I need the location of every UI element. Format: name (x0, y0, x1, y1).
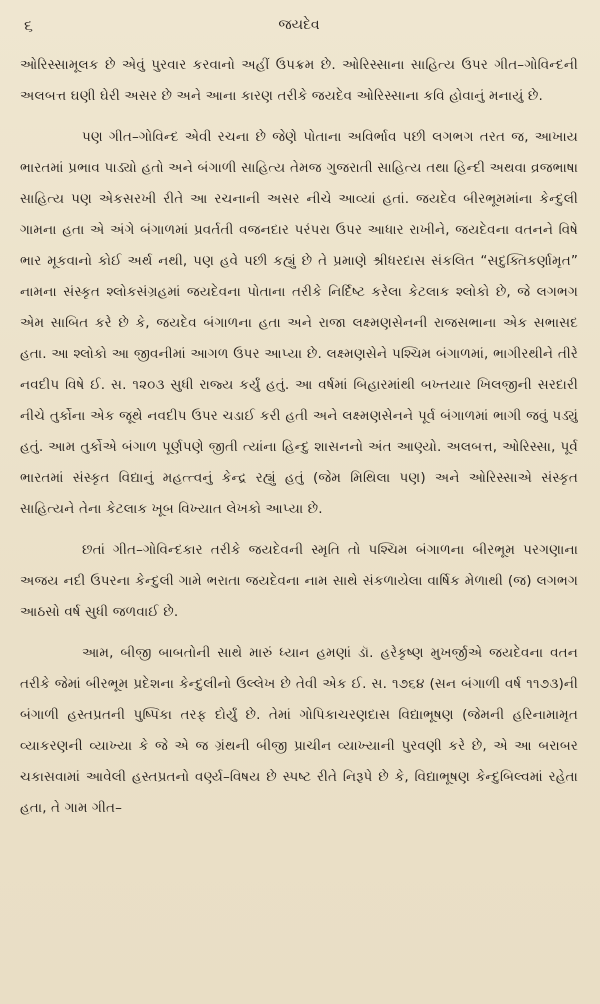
running-head (20, 14, 578, 44)
paragraph-3: છતાં ગીત–ગોવિન્દકાર તરીકે જયદેવની સ્મૃતિ તો પશ્ચિમ બંગાળના બીરભૂમ પરગણાના અજય નદી ઉપરના કેન્દુલી ગામે ભરાતા જયદેવના નામ સાથે સંકળાયેલા વાર્ષિક મેળાથી (જ) લગભગ આઠસો વર્ષ સુધી જળવાઈ છે. (20, 542, 578, 620)
running-title: જયદેવ (278, 17, 320, 33)
body-text (20, 50, 578, 824)
page-number: ૬ (24, 16, 33, 35)
paragraph-2: પણ ગીત–ગોવિન્દ એવી રચના છે જેણે પોતાના અવિર્ભાવ પછી લગભગ તરત જ, આખાય ભારતમાં પ્રભાવ પાડ્યો હતો અને બંગાળી સાહિત્ય તેમજ ગુજરાતી સાહિત્ય તથા હિન્દી અથવા વ્રજભાષા સાહિત્ય પણ એકસરખી રીતે આ રચનાની અસર નીચે આવ્યાં હતાં. જયદેવ બીરભૂમમાંના કેન્દુલી ગામના હતા એ અંગે બંગાળમાં પ્રવર્તતી વજનદાર પરંપરા ઉપર આધાર રાખીને, જયદેવના વતનને વિષે ભાર મૂકવાનો કોઈ અર્થ નથી, પણ હવે પછી કહ્યું છે તે પ્રમાણે શ્રીધરદાસ સંકલિત “સદુક્તિકર્ણામૃત” નામના સંસ્કૃત શ્લોકસંગ્રહમાં જયદેવના પોતાના તરીકે નિર્દિષ્ટ કરેલા કેટલાક શ્લોકો છે, જે લગભગ એમ સાબિત કરે છે કે, જયદેવ બંગાળના હતા અને રાજા લક્ષ્મણસેનની રાજસભાના એક સભાસદ હતા. આ શ્લોકો આ જીવનીમાં આગળ ઉપર આપ્યા છે. લક્ષ્મણસેને પશ્ચિમ બંગાળમાં, ભાગીરથીને તીરે નવદીપ વિષે ઈ. સ. ૧૨૦૩ સુધી રાજ્ય કર્યું હતું. આ વર્ષમાં બિહારમાંથી બખ્તયાર ખિલજીની સરદારી નીચે તુર્કોના એક જૂથે નવદીપ ઉપર ચડાઈ કરી હતી અને લક્ષ્મણસેનને પૂર્વ બંગાળમાં ભાગી જવું પડ્યું હતું. આમ તુર્કોએ બંગાળ પૂર્ણપણે જીતી ત્યાંના હિન્દુ શાસનનો અંત આણ્યો. અલબત્ત, ઓરિસ્સા, પૂર્વ ભારતમાં સંસ્કૃત વિદ્યાનું મહત્ત્વનું કેન્દ્ર રહ્યું હતું (જેમ મિથિલા પણ) અને ઓરિસ્સાએ સંસ્કૃત સાહિત્યને તેના કેટલાક ખૂબ વિખ્યાત લેખકો આપ્યા છે. (20, 129, 578, 517)
paragraph-4: આમ, બીજી બાબતોની સાથે મારું ધ્યાન હમણાં ડૉ. હરેકૃષ્ણ મુખર્જીએ જયદેવના વતન તરીકે જેમાં બીરભૂમ પ્રદેશના કેન્દુલીનો ઉલ્લેખ છે તેવી એક ઈ. સ. ૧૭૬૪ (સન બંગાળી વર્ષ ૧૧૭૩)ની બંગાળી હસ્તપ્રતની પુષ્પિકા તરફ દોર્યું છે. તેમાં ગોપિકાચરણદાસ વિદ્યાભૂષણ (જેમની હરિનામામૃત વ્યાકરણની વ્યાખ્યા કે જે એ જ ગ્રંથની બીજી પ્રાચીન વ્યાખ્યાની પુરવણી કરે છે, એ આ બરાબર ચકાસવામાં આવેલી હસ્તપ્રતનો વર્ણ્ય–વિષય છે સ્પષ્ટ રીતે નિરૂપે છે કે, વિદ્યાભૂષણ કેન્દુબિલ્વમાં રહેતા હતા, તે ગામ ગીત– (20, 645, 578, 816)
paragraph-1: ઓરિસ્સામૂલક છે એવું પુરવાર કરવાનો અહીં ઉપક્રમ છે. ઓરિસ્સાના સાહિત્ય ઉપર ગીત–ગોવિન્દની અલબત્ત ઘણી ઘેરી અસર છે અને આના કારણ તરીકે જયદેવ ઓરિસ્સાના કવિ હોવાનું મનાયું છે. (20, 57, 578, 104)
